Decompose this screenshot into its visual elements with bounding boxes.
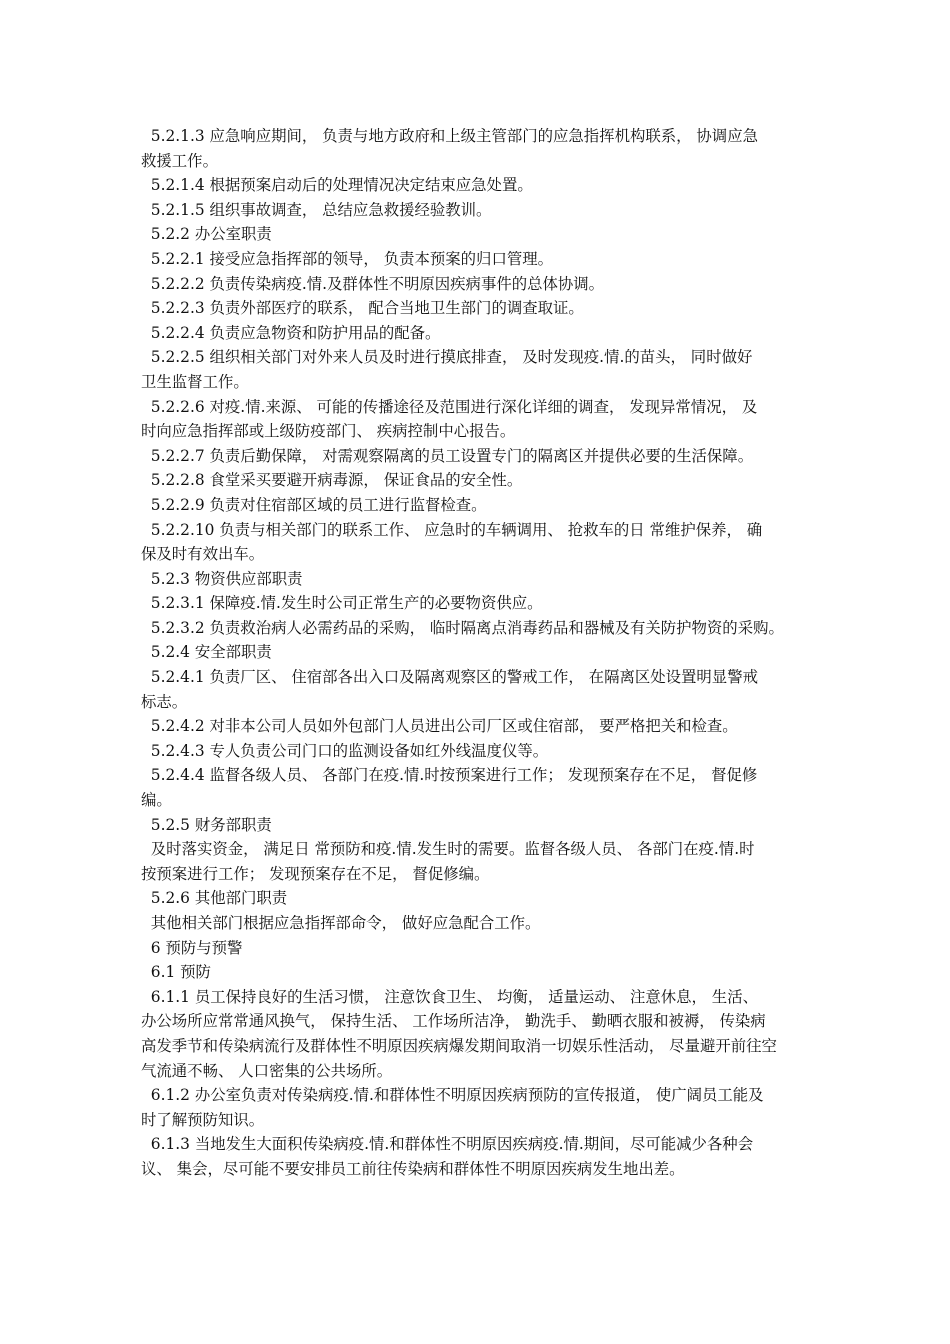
text-line: 5.2.4.3 专人负责公司门口的监测设备如红外线温度仪等。 bbox=[141, 741, 549, 760]
text-line: 气流通不畅、 人口密集的公共场所。 bbox=[141, 1061, 393, 1080]
text-line: 其他相关部门根据应急指挥部命令， 做好应急配合工作。 bbox=[141, 914, 541, 932]
text-line: 5.2.2.10 负责与相关部门的联系工作、 应急时的车辆调用、 抢救车的日 常维护保养， 确 bbox=[141, 520, 763, 539]
text-line: 卫生监督工作。 bbox=[141, 372, 249, 391]
text-line: 5.2.2.8 食堂采买要避开病毒源， 保证食品的安全性。 bbox=[141, 471, 523, 490]
text-line: 5.2.2.4 负责应急物资和防护用品的配备。 bbox=[141, 323, 441, 342]
text-line: 高发季节和传染病流行及群体性不明原因疾病爆发期间取消一切娱乐性活动， 尽量避开前往空 bbox=[141, 1036, 777, 1055]
text-line: 5.2.1.3 应急响应期间， 负责与地方政府和上级主管部门的应急指挥机构联系， 协调应急 bbox=[141, 127, 758, 145]
text-line: 6 预防与预警 bbox=[141, 938, 243, 957]
text-line: 标志。 bbox=[141, 692, 188, 711]
text-line: 5.2.2.7 负责后勤保障， 对需观察隔离的员工设置专门的隔离区并提供必要的生活保障。 bbox=[141, 446, 754, 465]
text-line: 议、 集会，尽可能不要安排员工前往传染病和群体性不明原因疾病发生地出差。 bbox=[141, 1159, 685, 1178]
document-body bbox=[141, 124, 821, 1182]
text-line: 5.2.5 财务部职责 bbox=[141, 815, 272, 834]
text-line: 5.2.1.5 组织事故调查， 总结应急救援经验教训。 bbox=[141, 200, 492, 219]
text-line: 5.2.2.6 对疫.情.来源、 可能的传播途径及范围进行深化详细的调查， 发现异常情况， 及 bbox=[141, 397, 758, 416]
text-line: 5.2.2.2 负责传染病疫.情.及群体性不明原因疾病事件的总体协调。 bbox=[141, 274, 605, 293]
text-line: 5.2.1.4 根据预案启动后的处理情况决定结束应急处置。 bbox=[141, 176, 533, 195]
text-line: 按预案进行工作； 发现预案存在不足， 督促修编。 bbox=[141, 864, 490, 883]
text-line: 编。 bbox=[141, 791, 172, 810]
text-line: 时了解预防知识。 bbox=[141, 1110, 265, 1129]
text-line: 5.2.2.9 负责对住宿部区域的员工进行监督检查。 bbox=[141, 495, 487, 514]
text-line: 保及时有效出车。 bbox=[141, 545, 265, 564]
text-line: 6.1.2 办公室负责对传染病疫.情.和群体性不明原因疾病预防的宣传报道， 使广阔员工能及 bbox=[141, 1086, 764, 1105]
text-line: 5.2.4 安全部职责 bbox=[141, 643, 272, 662]
text-line: 救援工作。 bbox=[141, 151, 218, 170]
text-line: 5.2.4.2 对非本公司人员如外包部门人员进出公司厂区或住宿部， 要严格把关和检查。 bbox=[141, 717, 738, 736]
text-line: 及时落实资金， 满足日 常预防和疫.情.发生时的需要。监督各级人员、 各部门在疫.情.时 bbox=[141, 840, 755, 859]
text-line: 6.1 预防 bbox=[141, 963, 211, 982]
text-line: 办公场所应常常通风换气， 保持生活、 工作场所洁净， 勤洗手、 勤晒衣服和被褥， 传染病 bbox=[141, 1012, 766, 1031]
text-line: 5.2.2.1 接受应急指挥部的领导， 负责本预案的归口管理。 bbox=[141, 249, 554, 268]
text-line: 5.2.2 办公室职责 bbox=[141, 225, 272, 244]
text-line: 5.2.3.1 保障疫.情.发生时公司正常生产的必要物资供应。 bbox=[141, 594, 543, 613]
text-line: 5.2.3 物资供应部职责 bbox=[141, 569, 303, 588]
text-line: 5.2.2.3 负责外部医疗的联系， 配合当地卫生部门的调查取证。 bbox=[141, 299, 584, 318]
text-line: 时向应急指挥部或上级防疫部门、 疾病控制中心报告。 bbox=[141, 422, 516, 441]
text-line: 5.2.6 其他部门职责 bbox=[141, 889, 288, 908]
text-line: 5.2.3.2 负责救治病人必需药品的采购， 临时隔离点消毒药品和器械及有关防护物资的采购。 bbox=[141, 618, 784, 637]
text-line: 6.1.1 员工保持良好的生活习惯， 注意饮食卫生、 均衡， 适量运动、 注意休息， 生活、 bbox=[141, 987, 758, 1006]
text-line: 5.2.2.5 组织相关部门对外来人员及时进行摸底排查， 及时发现疫.情.的苗头， 同时做好 bbox=[141, 348, 753, 367]
text-line: 5.2.4.4 监督各级人员、 各部门在疫.情.时按预案进行工作； 发现预案存在不足， 督促修 bbox=[141, 766, 758, 785]
text-line: 5.2.4.1 负责厂区、 住宿部各出入口及隔离观察区的警戒工作， 在隔离区处设置明显警戒 bbox=[141, 668, 758, 687]
text-line: 6.1.3 当地发生大面积传染病疫.情.和群体性不明原因疾病疫.情.期间，尽可能减少各种会 bbox=[141, 1135, 754, 1154]
